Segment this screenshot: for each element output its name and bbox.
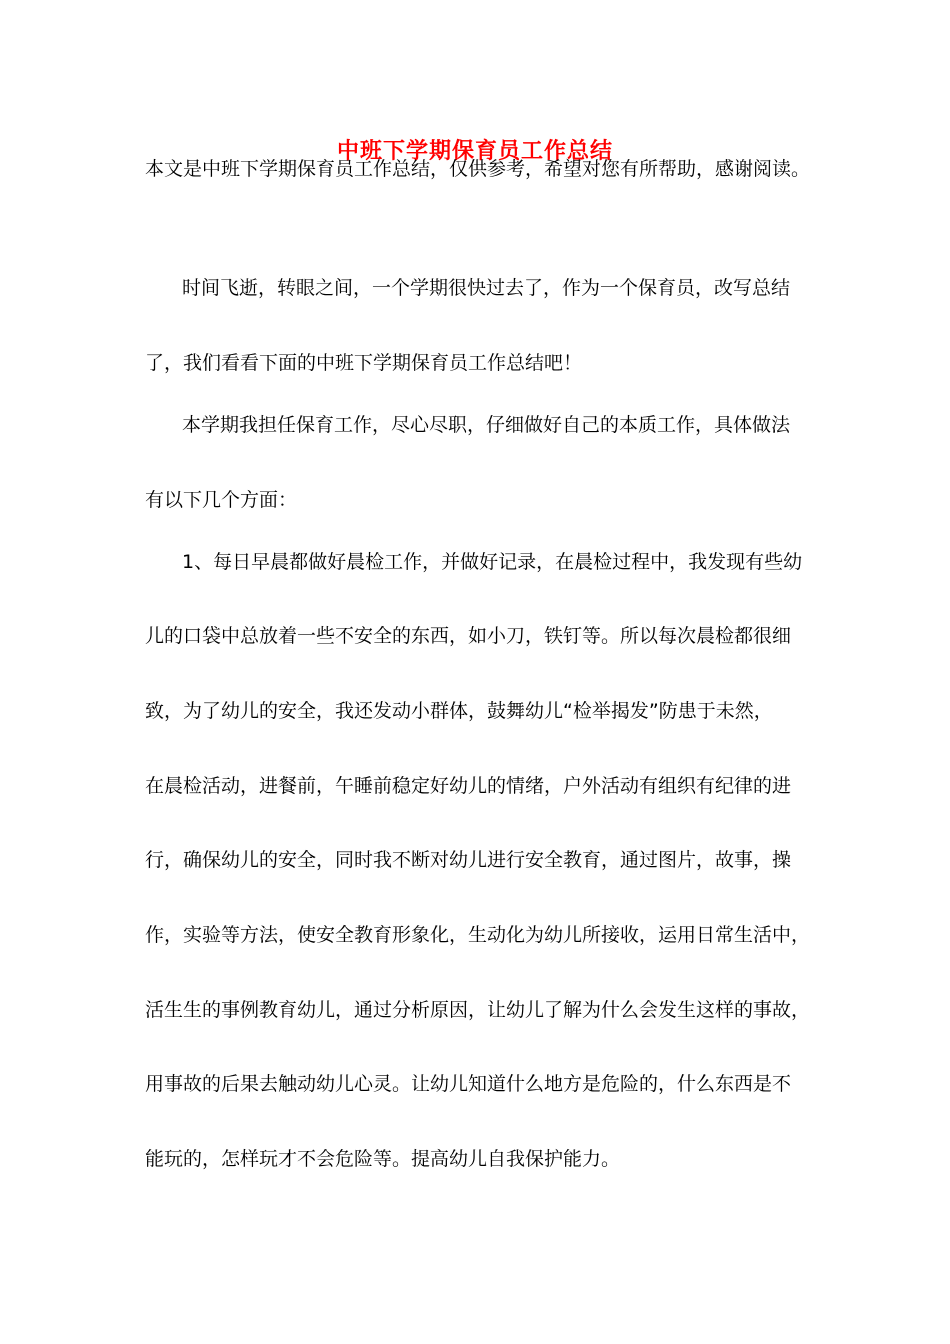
paragraph-line: 儿的口袋中总放着一些不安全的东西，如小刀，铁钉等。所以每次晨检都很细 (145, 625, 792, 647)
paragraph-line: 行，确保幼儿的安全，同时我不断对幼儿进行安全教育，通过图片，故事，操 (145, 849, 792, 871)
intro-line: 本文是中班下学期保育员工作总结，仅供参考，希望对您有所帮助，感谢阅读。 (145, 158, 811, 180)
paragraph-line: 在晨检活动，进餐前，午睡前稳定好幼儿的情绪，户外活动有组织有纪律的进 (145, 775, 792, 797)
paragraph-line: 了，我们看看下面的中班下学期保育员工作总结吧！ (145, 352, 583, 374)
paragraph-line: 用事故的后果去触动幼儿心灵。让幼儿知道什么地方是危险的，什么东西是不 (145, 1073, 792, 1095)
paragraph-line: 活生生的事例教育幼儿，通过分析原因，让幼儿了解为什么会发生这样的事故， (145, 999, 811, 1021)
paragraph-line: 本学期我担任保育工作，尽心尽职，仔细做好自己的本质工作，具体做法 (182, 414, 791, 436)
paragraph-line: 1、每日早晨都做好晨检工作，并做好记录，在晨检过程中，我发现有些幼 (182, 551, 803, 573)
paragraph-line: 能玩的，怎样玩才不会危险等。提高幼儿自我保护能力。 (145, 1148, 621, 1170)
document-title: 中班下学期保育员工作总结 (336, 139, 613, 164)
paragraph-line: 作，实验等方法，使安全教育形象化，生动化为幼儿所接收，运用日常生活中， (145, 924, 811, 946)
paragraph-line: 时间飞逝，转眼之间，一个学期很快过去了，作为一个保育员，改写总结 (182, 277, 791, 299)
paragraph-line: 有以下几个方面： (145, 489, 298, 511)
paragraph-line: 致，为了幼儿的安全，我还发动小群体，鼓舞幼儿“检举揭发”防患于未然， (145, 700, 773, 722)
